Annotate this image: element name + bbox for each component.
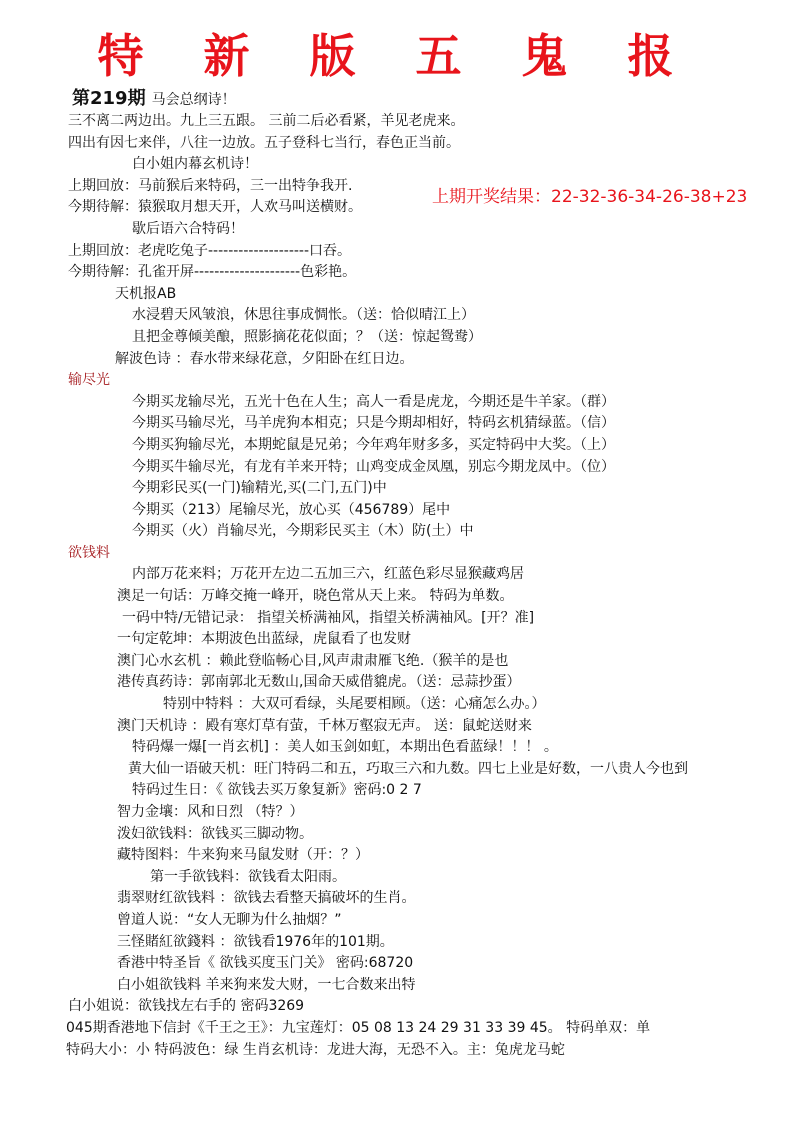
- text-line: 特别中特料 ：大双可看绿，头尾要相顾。（送：心痛怎么办。）: [163, 696, 546, 713]
- text-line: 且把金尊倾美酿，照影摘花花似面；？（送：惊起鸳鸯）: [132, 328, 482, 345]
- text-line: 上期回放：老虎吃兔子--------------------口吞。: [68, 242, 352, 259]
- text-line: 今期买狗输尽光，本期蛇鼠是兄弟；今年鸡年财多多，买定特码中大奖。（上）: [132, 436, 615, 453]
- text-line: 今期待解：猿猴取月想天开，人欢马叫送横财。: [68, 199, 362, 216]
- text-line: 特码大小：小 特码波色：绿 生肖玄机诗：龙进大海，无恐不入。主：兔虎龙马蛇: [66, 1041, 565, 1058]
- text-line: 水浸碧天风皱浪，休思往事成惆怅。（送：恰似晴江上）: [132, 307, 475, 324]
- text-line: 三怪賭紅欲錢料 ：欲钱看1976年的101期。: [117, 933, 394, 950]
- section-heading: 歇后语六合特码！: [132, 220, 244, 237]
- text-line: 澳足一句话：万峰交掩一峰开，晓色常从天上来。 特码为单数。: [117, 588, 514, 605]
- text-line: 内部万花来料；万花开左边二五加三六，红蓝色彩尽显猴藏鸡居: [132, 566, 524, 583]
- text-line: 今期买（火）肖输尽光，今期彩民买主（木）防(土）中: [132, 523, 474, 540]
- text-line: 白小姐欲钱料 羊来狗来发大财，一七合数来出特: [117, 976, 416, 993]
- text-line: 黄大仙一语破天机：旺门特码二和五，巧取三六和九数。四七上业是好数，一八贵人今也到: [128, 760, 688, 777]
- last-draw-result: 上期开奖结果：22-32-36-34-26-38+23: [432, 187, 748, 207]
- section-heading: 白小姐内幕玄机诗！: [132, 156, 258, 173]
- text-line: 今期买龙输尽光，五光十色在人生；高人一看是虎龙，今期还是牛羊家。（群）: [132, 393, 615, 410]
- text-line: 一码中特/无错记录： 指望关桥满袖风，指望关桥满袖风。[开？准]: [122, 609, 535, 626]
- text-line: 上期回放：马前猴后来特码，三一出特争我开.: [68, 177, 353, 194]
- issue-header: [0, 87, 793, 111]
- text-line: 第一手欲钱料：欲钱看太阳雨。: [150, 868, 346, 885]
- text-line: 澳门心水玄机 ：赖此登临畅心目,风声肃肃雁飞绝.（猴羊的是也: [117, 652, 509, 669]
- issue-number: 第219期: [72, 88, 146, 109]
- text-line: 澳门天机诗 ：殿有寒灯草有萤，千林万壑寂无声。 送：鼠蛇送财来: [117, 717, 532, 734]
- page-title: 特 新 版 五 鬼 报: [97, 29, 696, 83]
- text-line: 四出有因七来伴，八往一边放。五子登科七当行，春色正当前。: [68, 134, 460, 151]
- text-line: 藏特图料：牛来狗来马鼠发财（开：？）: [117, 847, 369, 864]
- text-line: 马会总纲诗！: [151, 92, 236, 108]
- text-line: 智力金壤：风和日烈 （特？）: [117, 804, 304, 820]
- text-line: 解波色诗 ：春水带来绿花意，夕阳卧在红日边。: [115, 350, 414, 367]
- text-line: 泼妇欲钱料：欲钱买三脚动物。: [117, 825, 313, 842]
- text-line: 特码爆一爆[一肖玄机] ：美人如玉剑如虹，本期出色看蓝绿！！！ 。: [132, 739, 558, 756]
- text-line: 香港中特圣旨《 欲钱买度玉门关》 密码:68720: [117, 955, 414, 972]
- section-heading: 欲钱料: [68, 544, 110, 561]
- text-line: 045期香港地下信封《千王之王》：九宝莲灯：05 08 13 24 29 31 33 39 45。 特码单双：单: [66, 1019, 651, 1036]
- text-line: 今期买马输尽光，马羊虎狗本相克；只是今期却相好，特码玄机猜绿蓝。（信）: [132, 415, 615, 432]
- text-line: 一句定乾坤：本期波色出蓝绿，虎鼠看了也发财: [117, 631, 411, 648]
- text-line: 港传真药诗：郭南郭北无数山,国命天威借貔虎。（送：忌蒜抄蛋）: [117, 674, 521, 691]
- text-line: 特码过生日：《 欲钱去买万象复新》密码:0 2 7: [132, 782, 422, 799]
- text-line: 今期买牛输尽光，有龙有羊来开特；山鸡变成金凤凰，别忘今期龙凤中。（位）: [132, 458, 615, 475]
- text-line: 曾道人说：“女人无聊为什么抽烟？”: [117, 911, 342, 928]
- text-line: 翡翠财红欲钱料 ：欲钱去看整天搞破坏的生肖。: [117, 890, 416, 907]
- text-line: 三不离二两边出。九上三五跟。 三前二后必看紧，羊见老虎来。: [68, 113, 465, 129]
- text-line: 今期买（213）尾输尽光，放心买（456789）尾中: [132, 501, 451, 518]
- text-line: 白小姐说：欲钱找左右手的 密码3269: [68, 998, 305, 1015]
- section-heading: 输尽光: [68, 372, 110, 389]
- text-line: 今期彩民买(一门)输精光,买(二门,五门)中: [132, 480, 387, 497]
- document-body: [0, 87, 793, 1061]
- text-line: 天机报AB: [115, 285, 177, 302]
- text-line: 今期待解：孔雀开屏---------------------色彩艳。: [68, 264, 357, 281]
